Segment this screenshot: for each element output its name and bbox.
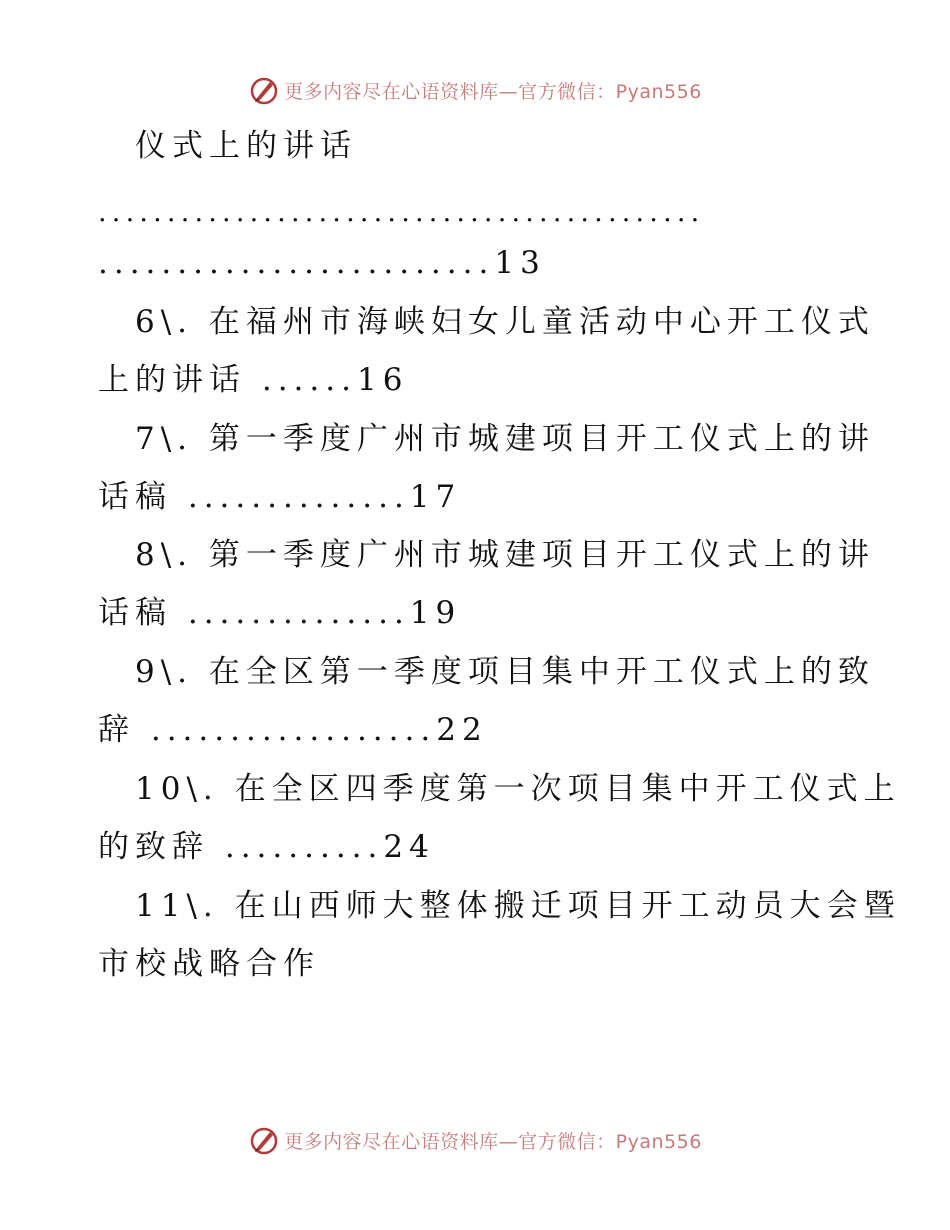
banner-text: 更多内容尽在心语资料库—官方微信：Pyan556: [284, 80, 702, 103]
banner-text: 更多内容尽在心语资料库—官方微信：Pyan556: [284, 1130, 702, 1153]
toc-entry-9-cont: 辞 ..................22: [98, 712, 488, 748]
toc-entry-6-cont: 上的讲话 ......16: [98, 362, 409, 398]
pen-logo-icon: [248, 1124, 280, 1156]
toc-entry-8: 8\. 第一季度广州市城建项目开工仪式上的讲: [135, 537, 875, 573]
toc-entry-11-cont: 市校战略合作: [98, 946, 320, 982]
toc-entry-6: 6\. 在福州市海峡妇女儿童活动中心开工仪式: [135, 304, 875, 340]
header-banner: [0, 70, 950, 110]
toc-entry-7-cont: 话稿 ..............17: [98, 479, 462, 515]
toc-entry-7: 7\. 第一季度广州市城建项目开工仪式上的讲: [135, 421, 875, 457]
toc-entry-10-cont: 的致辞 ..........24: [98, 829, 435, 865]
toc-entry-8-cont: 话稿 ..............19: [98, 595, 462, 631]
footer-banner: [0, 1120, 950, 1160]
toc-entry-11: 11\. 在山西师大整体搬迁项目开工动员大会暨: [135, 888, 901, 924]
toc-entry-9: 9\. 在全区第一季度项目集中开工仪式上的致: [135, 654, 875, 690]
toc-entry-10: 10\. 在全区四季度第一次项目集中开工仪式上: [135, 771, 901, 807]
toc-line: 仪式上的讲话: [135, 128, 357, 164]
toc-dots-line: ............................................: [98, 197, 705, 228]
toc-page-line: .........................13: [98, 245, 546, 281]
pen-logo-icon: [248, 74, 280, 106]
